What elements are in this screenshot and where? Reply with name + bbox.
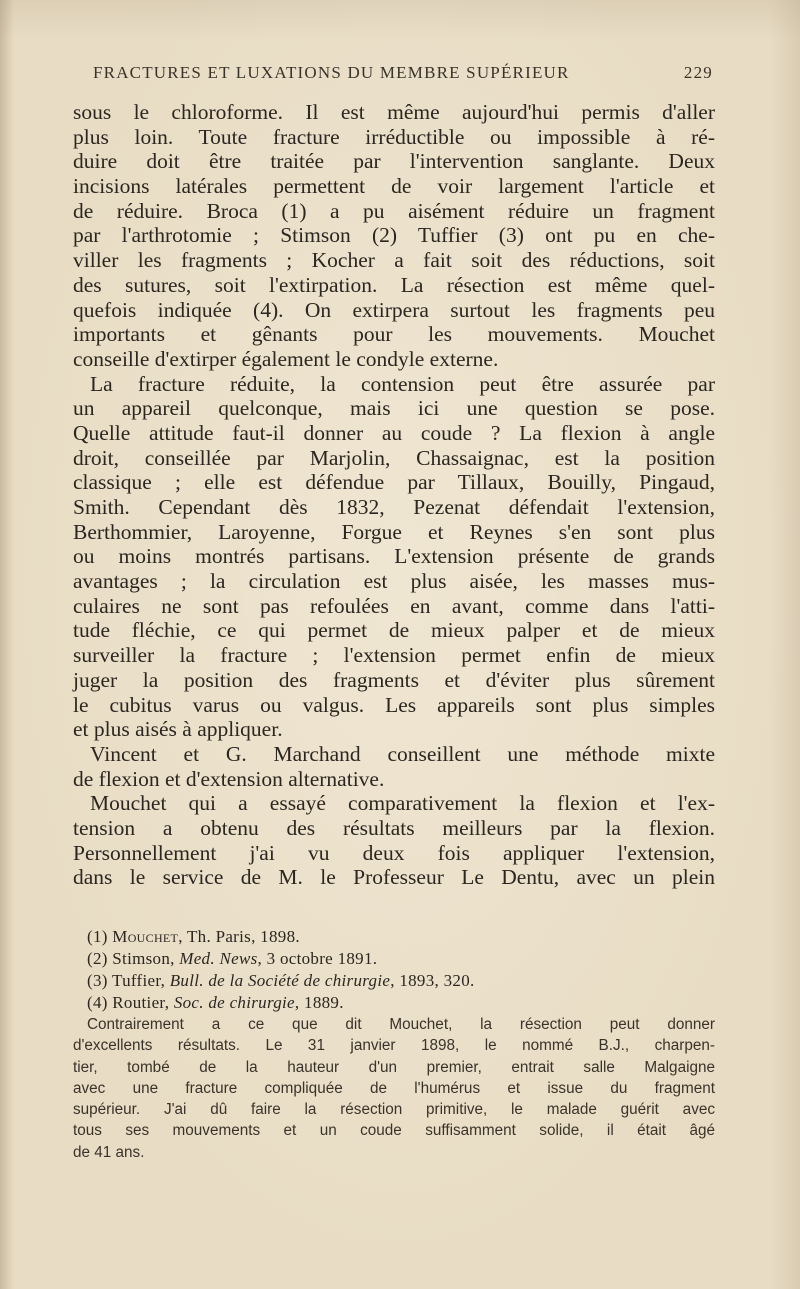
body-line: de flexion et d'extension alternative. xyxy=(73,766,385,791)
footnote-number: (4) xyxy=(87,993,108,1012)
body-line: classique ; elle est défendue par Tillaux, Bouilly, Pingaud, xyxy=(73,470,715,495)
body-line: plus loin. Toute fracture irréductible ou impossible à ré- xyxy=(73,124,715,149)
body-line: conseille d'extirper également le condyle externe. xyxy=(73,346,499,371)
running-title: FRACTURES ET LUXATIONS DU MEMBRE SUPÉRIEUR xyxy=(93,63,570,82)
body-line: Mouchet qui a essayé comparativement la flexion et l'ex- xyxy=(90,791,715,816)
footnote-author: Routier xyxy=(112,993,165,1012)
body-line: surveiller la fracture ; l'extension permet enfin de mieux xyxy=(73,643,715,668)
note-paragraph-line: tier, tombé de la hauteur d'un premier, entrait salle Malgaigne xyxy=(73,1058,715,1076)
footnote-journal: Med. News xyxy=(179,949,258,968)
footnote-citation: , Th. Paris, 1898. xyxy=(178,927,300,946)
note-paragraph-line: tous ses mouvements et un coude suffisamment solide, il était âgé xyxy=(73,1122,715,1140)
footnotes xyxy=(73,926,715,1163)
note-paragraph-line: Contrairement a ce que dit Mouchet, la résection peut donner xyxy=(87,1016,715,1033)
footnote-journal: Soc. de chirurgie xyxy=(173,993,295,1012)
footnote-3: (3) Tuffier, Bull. de la Société de chirurgie, 1893, 320. xyxy=(87,971,475,990)
body-line: Quelle attitude faut-il donner au coude ? La flexion à angle xyxy=(73,420,715,445)
footnote-citation: , 3 octobre 1891. xyxy=(257,949,378,968)
body-line: Personnellement j'ai vu deux fois appliquer l'extension, xyxy=(73,840,715,865)
body-line: incisions latérales permettent de voir largement l'article et xyxy=(73,174,715,199)
body-line: le cubitus varus ou valgus. Les appareils sont plus simples xyxy=(73,692,715,717)
body-line: avantages ; la circulation est plus aisée, les masses mus- xyxy=(73,569,715,594)
body-line: La fracture réduite, la contension peut être assurée par xyxy=(90,371,715,396)
page-number: 229 xyxy=(683,63,713,82)
footnote-author: Mouchet xyxy=(112,927,179,946)
body-line: quefois indiquée (4). On extirpera surtout les fragments peu xyxy=(73,297,715,322)
body-line: sous le chloroforme. Il est même aujourd'hui permis d'aller xyxy=(73,100,715,124)
body-line: juger la position des fragments et d'éviter plus sûrement xyxy=(73,667,715,692)
body-line: importants et gênants pour les mouvements. Mouchet xyxy=(73,322,715,347)
body-line: de réduire. Broca (1) a pu aisément réduire un fragment xyxy=(73,198,715,223)
body-line: ou moins montrés partisans. L'extension présente de grands xyxy=(73,544,715,569)
body-line: droit, conseillée par Marjolin, Chassaignac, est la position xyxy=(73,445,715,470)
note-paragraph-line: d'excellents résultats. Le 31 janvier 1898, le nommé B.J., charpen- xyxy=(73,1037,715,1055)
footnote-citation: , 1889. xyxy=(294,993,344,1012)
footnote-author: Tuffier xyxy=(111,971,161,990)
body-line: Vincent et G. Marchand conseillent une méthode mixte xyxy=(90,741,715,766)
body-line: dans le service de M. le Professeur Le Dentu, avec un plein xyxy=(73,865,715,890)
note-paragraph-line: de 41 ans. xyxy=(73,1143,145,1161)
body-line: tension a obtenu des résultats meilleurs par la flexion. xyxy=(73,815,715,840)
body-line: Berthommier, Laroyenne, Forgue et Reynes s'en sont plus xyxy=(73,519,715,544)
body-line: duire doit être traitée par l'intervention sanglante. Deux xyxy=(73,149,715,174)
body-line: tude fléchie, ce qui permet de mieux palper et de mieux xyxy=(73,618,715,643)
footnote-number: (2) xyxy=(87,949,108,968)
body-line: un appareil quelconque, mais ici une question se pose. xyxy=(73,396,715,421)
body-line: culaires ne sont pas refoulées en avant, comme dans l'atti- xyxy=(73,593,715,618)
footnote-author: Stimson xyxy=(112,949,171,968)
body-line: des sutures, soit l'extirpation. La résection est même quel- xyxy=(73,272,715,297)
footnote-1 xyxy=(73,926,715,948)
body-line: viller les fragments ; Kocher a fait soit des réductions, soit xyxy=(73,248,715,273)
footnote-citation: , 1893, 320. xyxy=(390,971,475,990)
footnote-journal: Bull. de la Société de chirurgie xyxy=(169,971,391,990)
note-paragraph-line: avec une fracture compliquée de l'humérus et issue du fragment xyxy=(73,1079,715,1097)
footnote-number: (3) xyxy=(87,971,108,990)
body-line: par l'arthrotomie ; Stimson (2) Tuffier (3) ont pu en che- xyxy=(73,223,715,248)
running-head xyxy=(93,60,713,86)
footnote-4: (4) Routier, Soc. de chirurgie, 1889. xyxy=(87,993,344,1012)
footnote-2: (2) Stimson, Med. News, 3 octobre 1891. xyxy=(87,949,378,968)
body-text xyxy=(73,100,715,890)
note-paragraph-line: supérieur. J'ai dû faire la résection primitive, le malade guérit avec xyxy=(73,1101,715,1119)
body-line: Smith. Cependant dès 1832, Pezenat défendait l'extension, xyxy=(73,495,715,519)
body-line: et plus aisés à appliquer. xyxy=(73,717,283,742)
footnote-number: (1) xyxy=(87,927,108,946)
